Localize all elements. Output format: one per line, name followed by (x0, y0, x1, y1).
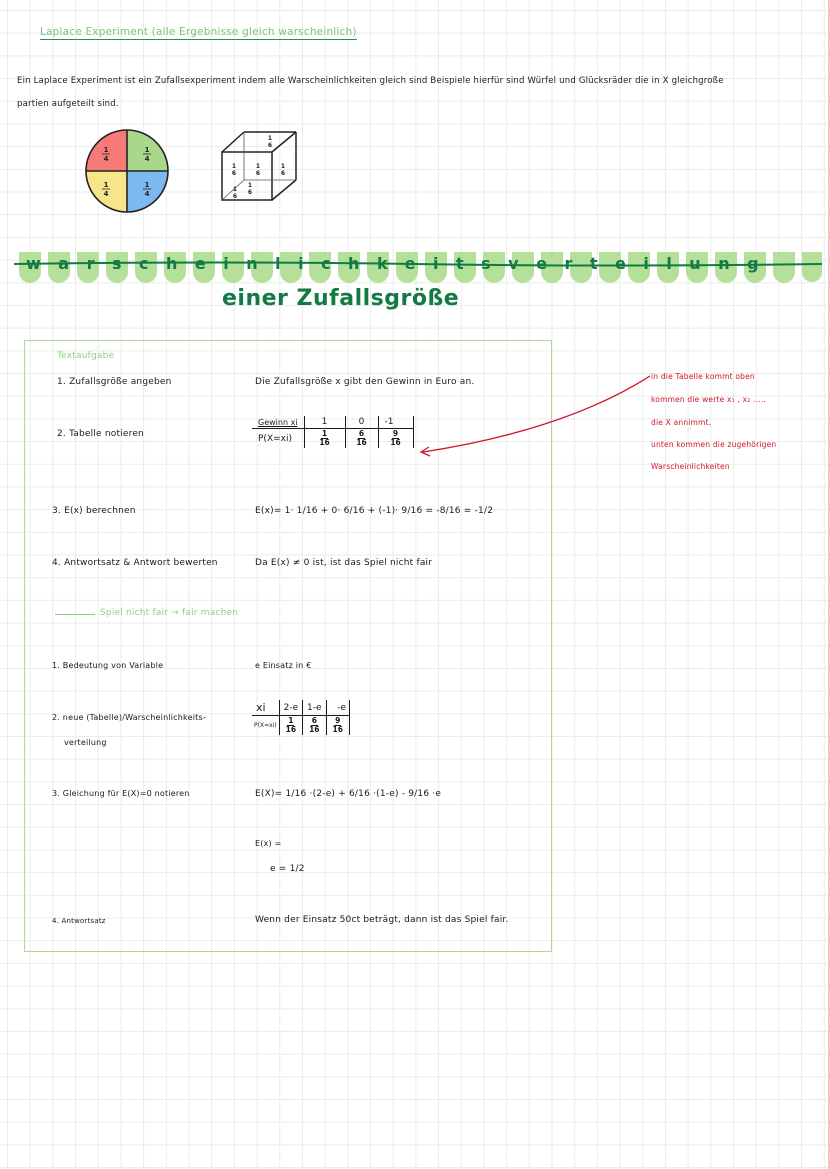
side-note-line: unten kommen die zugehörigen (651, 440, 777, 449)
step2-3-answer: E(X)= 1/16 ·(2-e) + 6/16 ·(1-e) - 9/16 ·e (255, 789, 442, 799)
svg-text:warscheinlichkeitsverteilung: warscheinlichkeitsverteilung (26, 254, 777, 273)
svg-text:4: 4 (103, 155, 109, 163)
distribution-table-2 (252, 700, 350, 735)
svg-text:6: 6 (232, 193, 238, 200)
table2-row1-label: xi (252, 700, 279, 716)
transition-text: Spiel nicht fair → fair machen (100, 608, 239, 618)
svg-text:6: 6 (255, 170, 261, 177)
svg-text:1: 1 (144, 181, 150, 189)
side-note-line: die X annimmt. (651, 418, 712, 427)
step2-2-label-cont: verteilung (64, 738, 107, 747)
step2-1-answer: e Einsatz in € (255, 661, 312, 670)
step2-1-label: 1. Bedeutung von Variable (52, 661, 164, 670)
step-1-label: 1. Zufallsgröße angeben (57, 377, 172, 387)
svg-text:1: 1 (103, 146, 109, 154)
table1-prob: $\frac{6}{16}$ (345, 429, 378, 449)
table2-row2-label: P(X=xi) (252, 716, 279, 736)
step2-3-label: 3. Gleichung für E(X)=0 notieren (52, 789, 190, 798)
table1-prob: $\frac{1}{16}$ (304, 429, 345, 449)
table1-value: 0 (345, 416, 378, 429)
side-note-line: kommen die werte x₁ , x₂ ..... (651, 395, 766, 404)
banner-decoration (14, 252, 822, 284)
svg-text:1: 1 (103, 181, 109, 189)
svg-text:1: 1 (247, 182, 253, 189)
expected-value-line: E(x) = (255, 839, 282, 848)
die-icon (220, 130, 300, 202)
svg-text:4: 4 (144, 155, 150, 163)
table2-prob: $\frac{6}{16}$ (303, 716, 326, 736)
banner-subtitle: einer Zufallsgröße (222, 286, 460, 311)
section-title: Laplace Experiment (alle Ergebnisse gleich warscheinlich) (40, 26, 357, 38)
intro-text-line2: partien aufgeteilt sind. (17, 99, 119, 109)
side-note-line: Warscheinlichkeiten (651, 462, 730, 471)
table1-value: 1 (304, 416, 345, 429)
step-1-answer: Die Zufallsgröße x gibt den Gewinn in Euro an. (255, 377, 475, 387)
table1-row2-label: P(X=xi) (252, 429, 304, 449)
intro-text-line1: Ein Laplace Experiment ist ein Zufallsexperiment indem alle Warscheinlichkeiten gleich sind Beispiele hierfür sind Würfel und Glücksräder die in X gleichgroße (17, 76, 724, 86)
task-label: Textaufgabe (57, 351, 115, 361)
svg-text:1: 1 (280, 163, 286, 170)
step-3-answer: E(x)= 1· 1/16 + 0· 6/16 + (-1)· 9/16 = -8/16 = -1/2 (255, 506, 494, 516)
annotation-arrow-icon (415, 370, 655, 460)
transition-arrow-line (55, 614, 95, 615)
step2-4-answer: Wenn der Einsatz 50ct beträgt, dann ist das Spiel fair. (255, 915, 509, 925)
table1-row1-label: Gewinn xi (252, 416, 304, 429)
step-4-answer: Da E(x) ≠ 0 ist, ist das Spiel nicht fair (255, 558, 433, 568)
svg-text:1: 1 (267, 135, 273, 142)
step2-4-label: 4. Antwortsatz (52, 917, 106, 925)
step-4-label: 4. Antwortsatz & Antwort bewerten (52, 558, 218, 568)
table2-value: 1-e (303, 700, 326, 716)
svg-text:6: 6 (231, 170, 237, 177)
step-3-label: 3. E(x) berechnen (52, 506, 136, 516)
e-result: e = 1/2 (270, 864, 305, 874)
svg-text:6: 6 (267, 142, 273, 149)
svg-text:1: 1 (144, 146, 150, 154)
svg-text:6: 6 (280, 170, 286, 177)
svg-text:1: 1 (255, 163, 261, 170)
svg-text:1: 1 (231, 163, 237, 170)
svg-text:4: 4 (144, 190, 150, 198)
svg-text:6: 6 (247, 189, 253, 196)
svg-text:1: 1 (232, 186, 238, 193)
wheel-of-fortune-icon (84, 128, 170, 214)
svg-text:4: 4 (103, 190, 109, 198)
table1-value: -1 (378, 416, 413, 429)
table2-prob: $\frac{1}{16}$ (279, 716, 302, 736)
side-note-line: in die Tabelle kommt oben (651, 372, 755, 381)
table2-value: 2-e (279, 700, 302, 716)
table2-value: -e (326, 700, 349, 716)
step-2-label: 2. Tabelle notieren (57, 429, 144, 439)
distribution-table-1 (252, 416, 414, 448)
table2-prob: $\frac{9}{16}$ (326, 716, 349, 736)
step2-2-label: 2. neue (Tabelle)/Warscheinlichkeits- (52, 713, 206, 722)
table1-prob: $\frac{9}{16}$ (378, 429, 413, 449)
